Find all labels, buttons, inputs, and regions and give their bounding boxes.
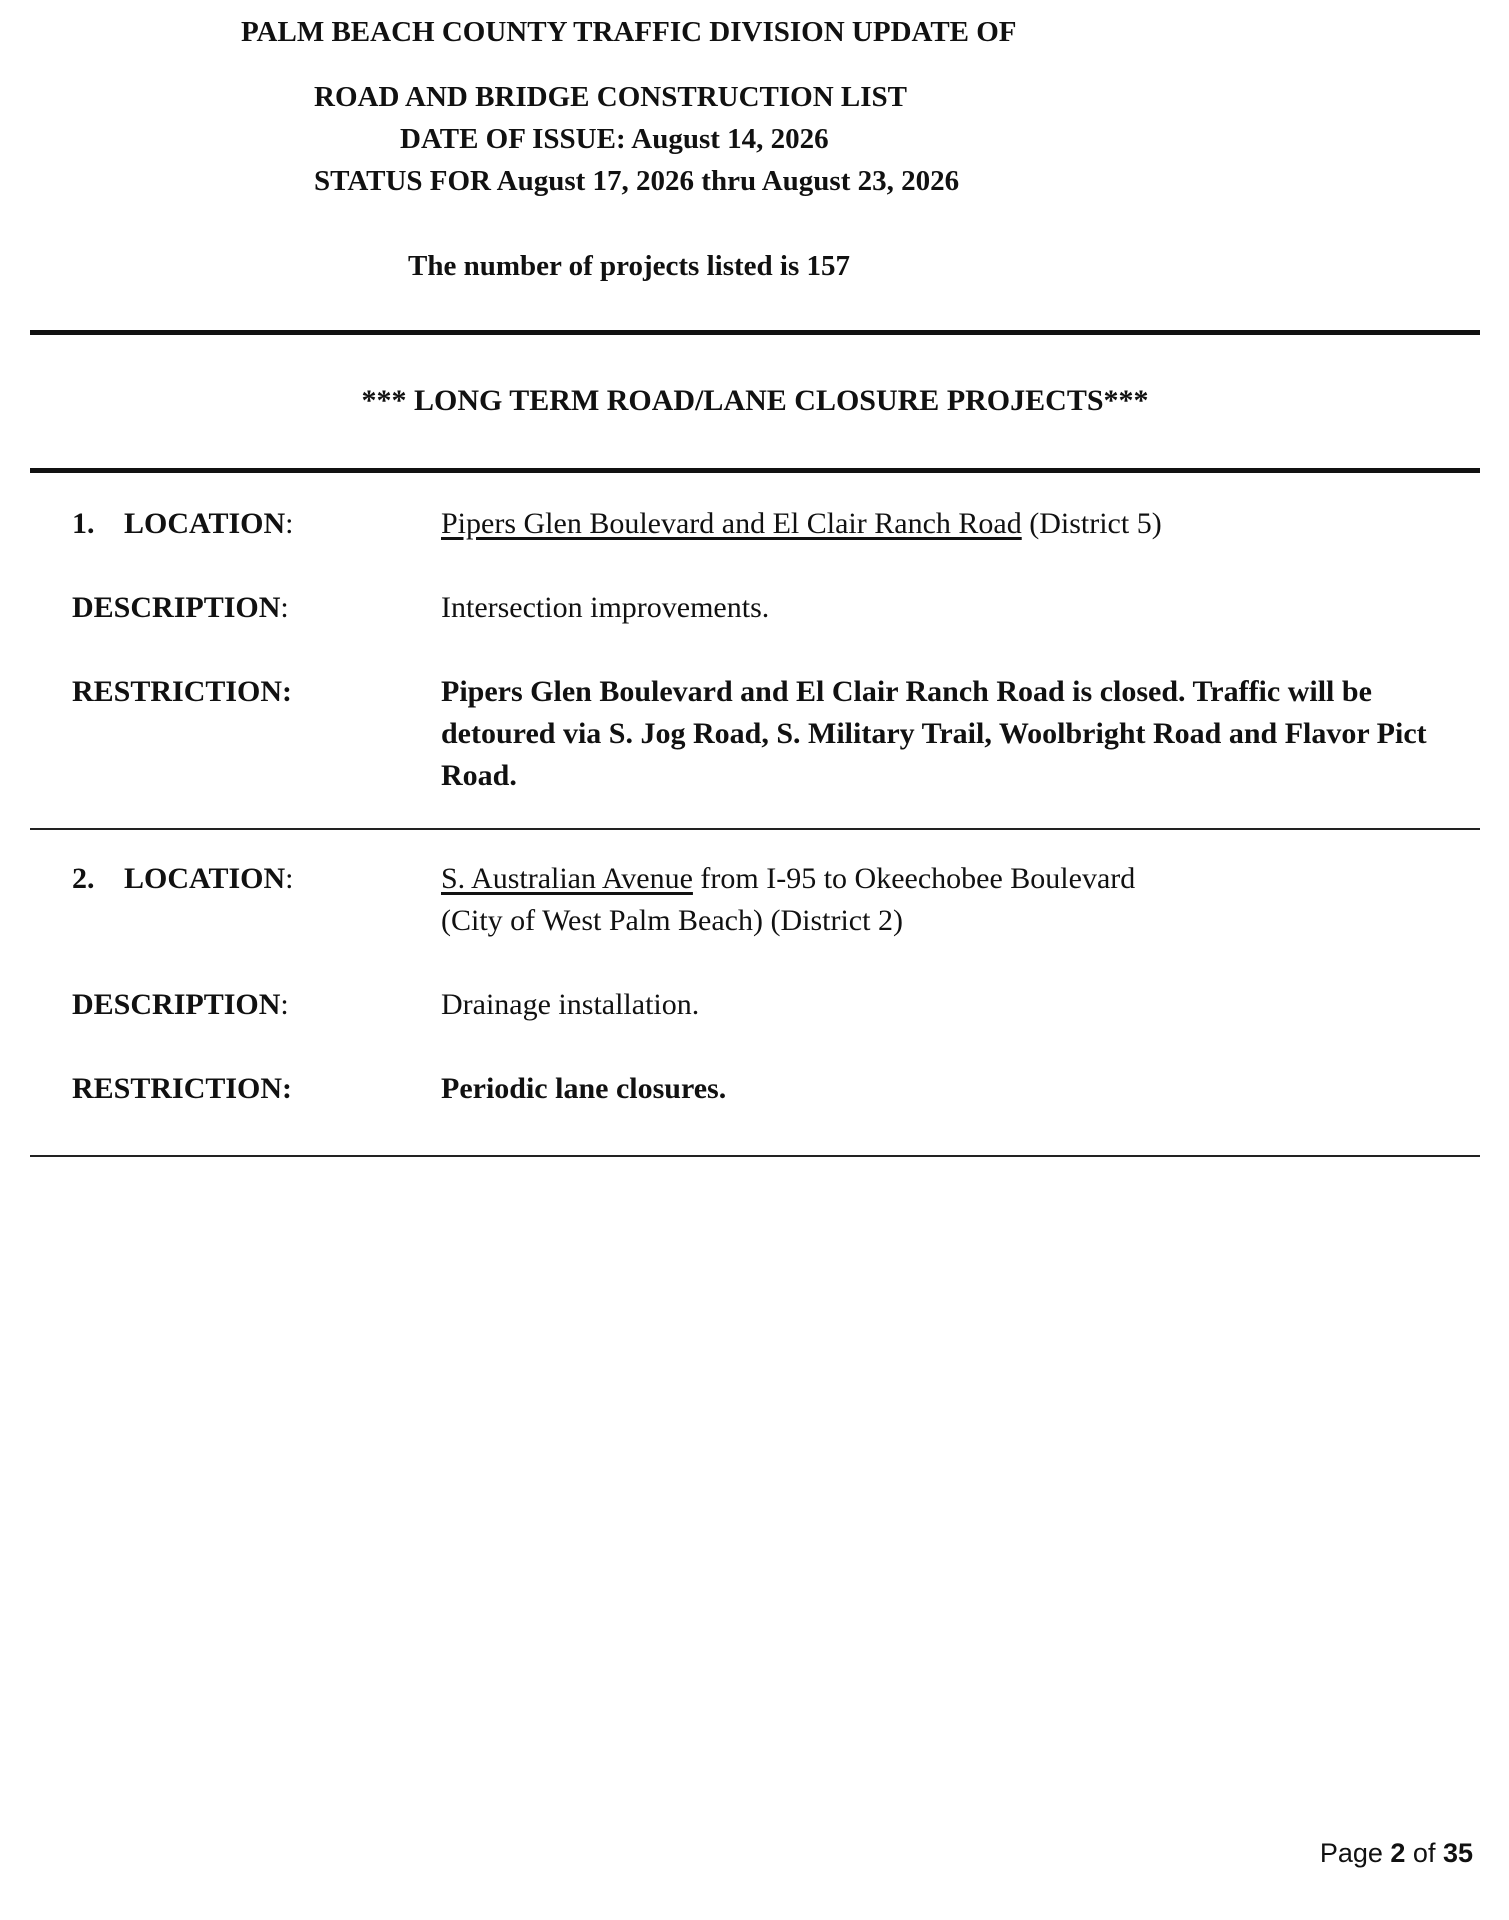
section-title: *** LONG TERM ROAD/LANE CLOSURE PROJECTS*** — [361, 384, 1149, 417]
project-2-location-road: S. Australian Avenue — [441, 862, 693, 895]
project-2-location — [441, 858, 1481, 942]
project-1-description: Intersection improvements. — [441, 591, 770, 624]
divider-thick-bottom — [30, 468, 1480, 473]
project-1-location-road: Pipers Glen Boulevard and El Clair Ranch Road — [441, 507, 1022, 540]
total-pages: 35 — [1442, 1838, 1473, 1868]
project-1-location-label: 1. LOCATION: — [72, 507, 294, 540]
divider-thick-top — [30, 330, 1480, 335]
project-2-description-label: DESCRIPTION: — [72, 988, 289, 1021]
divider-project-1 — [30, 828, 1480, 830]
header-title-line1: PALM BEACH COUNTY TRAFFIC DIVISION UPDATE OF — [241, 16, 1017, 48]
status-period: STATUS FOR August 17, 2026 thru August 23, 2026 — [314, 165, 960, 197]
page-number: 2 — [1390, 1838, 1406, 1868]
project-1-location-rest: (District 5) — [1021, 507, 1162, 540]
project-1-description-label: DESCRIPTION: — [72, 591, 289, 624]
header-title-line2: ROAD AND BRIDGE CONSTRUCTION LIST — [314, 81, 907, 113]
project-2-location-label: 2. LOCATION: — [72, 862, 294, 895]
project-2-restriction-label: RESTRICTION: — [72, 1072, 293, 1105]
project-1-restriction: Pipers Glen Boulevard and El Clair Ranch Road is closed. Traffic will be detoured via S. Jog Road, S. Military Trail, Woolbright Road and Flavor Pict Road. — [441, 675, 1427, 792]
project-2-location-line2: (City of West Palm Beach) (District 2) — [441, 904, 903, 937]
project-2-number: 2. — [72, 862, 95, 895]
date-of-issue: DATE OF ISSUE: August 14, 2026 — [400, 123, 829, 155]
project-2-restriction: Periodic lane closures. — [441, 1072, 727, 1105]
divider-project-2 — [30, 1155, 1480, 1157]
project-1-restriction-label: RESTRICTION: — [72, 675, 293, 708]
project-2-description: Drainage installation. — [441, 988, 700, 1021]
project-count: The number of projects listed is 157 — [408, 250, 850, 282]
project-2-location-rest: from I-95 to Okeechobee Boulevard — [692, 862, 1136, 895]
project-1-location — [441, 503, 1481, 545]
project-1-number: 1. — [72, 507, 95, 540]
page-footer: Page 2 of 35 — [1319, 1838, 1473, 1868]
